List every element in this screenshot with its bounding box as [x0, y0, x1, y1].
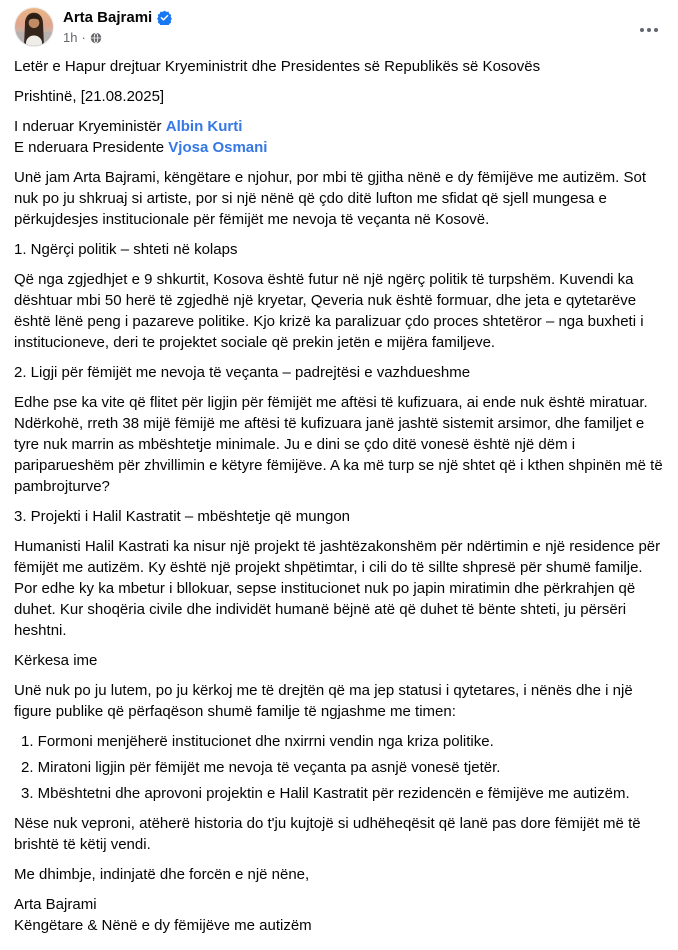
entity-link[interactable]: Vjosa Osmani [168, 139, 268, 156]
text-run: Nëse nuk veproni, atëherë historia do t'ju kujtojë si udhëheqësit që lanë pas dore fëmijët më të brishtë të këtij vendi. [14, 815, 641, 853]
verified-badge-icon [157, 10, 172, 25]
text-run: 1. Formoni menjëherë institucionet dhe nxirrni vendin nga kriza politike. [21, 733, 494, 750]
text-line [21, 731, 664, 752]
text-line [14, 813, 664, 855]
text-run: Letër e Hapur drejtuar Kryeministrit dhe Presidentes së Republikës së Kosovës [14, 58, 541, 75]
text-line [14, 915, 664, 936]
ellipsis-icon [640, 28, 644, 32]
post-header-info [63, 7, 632, 46]
post-paragraph [14, 894, 664, 936]
post-paragraph [14, 269, 664, 353]
text-line [14, 392, 664, 497]
text-run: Prishtinë, [21.08.2025] [14, 88, 165, 105]
entity-link[interactable]: Albin Kurti [165, 118, 243, 135]
text-run: 2. Miratoni ligjin për fëmijët me nevoja të veçanta pa asnjë vonesë tjetër. [21, 759, 501, 776]
text-run: Unë jam Arta Bajrami, këngëtare e njohur, por mbi të gjitha nënë e dy fëmijëve me autizëm. Sot nuk po ju shkruaj si artiste, por si një nënë që çdo ditë lufton me sfidat që sjell mungesa e përkujdesjes institucionale për fëmijët me nevoja të veçanta në Kosovë. [14, 169, 646, 228]
text-line [14, 239, 664, 260]
text-run: Me dhimbje, indinjatë dhe forcën e një nëne, [14, 866, 310, 883]
text-line [14, 167, 664, 230]
post-paragraph [14, 650, 664, 671]
text-line [21, 757, 664, 778]
text-run: Unë nuk po ju lutem, po ju kërkoj me të drejtën që ma jep statusi i qytetares, i nënës dhe i një figure publike që përfaqëson shumë familje të ngjashme me timen: [14, 682, 633, 720]
post-text [0, 47, 678, 950]
post-paragraph [14, 116, 664, 158]
post-list [14, 731, 664, 804]
post-header [0, 0, 678, 47]
text-run: I nderuar Kryeministër [14, 118, 166, 135]
text-run: Humanisti Halil Kastrati ka nisur një projekt të jashtëzakonshëm për ndërtimin e një residence për fëmijët me autizëm. Ky është një projekt shpëtimtar, i cili do të sillte shpresë për shumë familje. Por edhe ky ka mbetur i bllokuar, sepse institucionet nuk po japin miratimin dhe përkrahjen që duhet. Kur shoqëria civile dhe individët humanë bëjnë atë që duhet të bënte shteti, ju përsëri heshtni. [14, 538, 661, 639]
text-line [14, 650, 664, 671]
post-paragraph [14, 167, 664, 230]
avatar[interactable] [14, 7, 54, 47]
text-run: 3. Mbështetni dhe aprovoni projektin e Halil Kastratit për rezidencën e fëmijëve me autizëm. [21, 785, 630, 802]
post-paragraph [14, 506, 664, 527]
text-line [14, 362, 664, 383]
text-line [14, 894, 664, 915]
text-run: Edhe pse ka vite që flitet për ligjin për fëmijët me aftësi të kufizuara, ai ende nuk është miratuar. Ndërkohë, rreth 38 mijë fëmijë me aftësi të kufizuara janë jashtë sistemit arsimor, dhe familjet e tyre nuk marrin as mbështetje minimale. Ju e dini se çdo ditë vonesë është një dëm i pariparueshëm për zhvillimin e këtyre fëmijëve. A ka më turp se një shtet që i kthen shpinën më të pambrojturve? [14, 394, 663, 495]
text-line [14, 680, 664, 722]
post-paragraph [14, 362, 664, 383]
post-paragraph [14, 56, 664, 77]
text-run: 2. Ligji për fëmijët me nevoja të veçanta – padrejtësi e vazhdueshme [14, 364, 471, 381]
post-paragraph [14, 239, 664, 260]
more-options-button[interactable] [632, 13, 666, 47]
timestamp-link[interactable]: 1h [63, 30, 78, 45]
post-paragraph [14, 86, 664, 107]
text-line [14, 56, 664, 77]
profile-photo [15, 8, 53, 46]
text-run: 1. Ngërçi politik – shteti në kolaps [14, 241, 238, 258]
post-paragraph [14, 864, 664, 885]
text-run: E nderuara Presidente [14, 139, 169, 156]
text-line [14, 864, 664, 885]
text-line [14, 116, 664, 137]
text-line [14, 137, 664, 158]
text-run: Këngëtare & Nënë e dy fëmijëve me autizëm [14, 917, 312, 934]
text-line [14, 536, 664, 641]
post-paragraph [14, 392, 664, 497]
text-line [21, 783, 664, 804]
text-run: Që nga zgjedhjet e 9 shkurtit, Kosova është futur në një ngërç politik të turpshëm. Kuvendi ka dështuar mbi 50 herë të zgjedhë një kryetar, Qeveria nuk është formuar, dhe jeta e qytetarëve është lënë peng i pazareve politike. Kjo krizë ka paralizuar çdo proces shtetëror – nga buxheti i institucioneve, deri te projektet sociale që prekin jetën e mijëra familjeve. [14, 271, 644, 351]
text-run: Kërkesa ime [14, 652, 98, 669]
author-name-link[interactable]: Arta Bajrami [63, 9, 153, 26]
post-paragraph [14, 680, 664, 722]
globe-privacy-icon [90, 32, 102, 44]
text-line [14, 86, 664, 107]
text-line [14, 269, 664, 353]
meta-separator: · [81, 30, 86, 45]
text-line [14, 506, 664, 527]
text-run: Arta Bajrami [14, 896, 97, 913]
text-run: 3. Projekti i Halil Kastratit – mbështetje që mungon [14, 508, 350, 525]
post-paragraph [14, 813, 664, 855]
post-paragraph [14, 536, 664, 641]
